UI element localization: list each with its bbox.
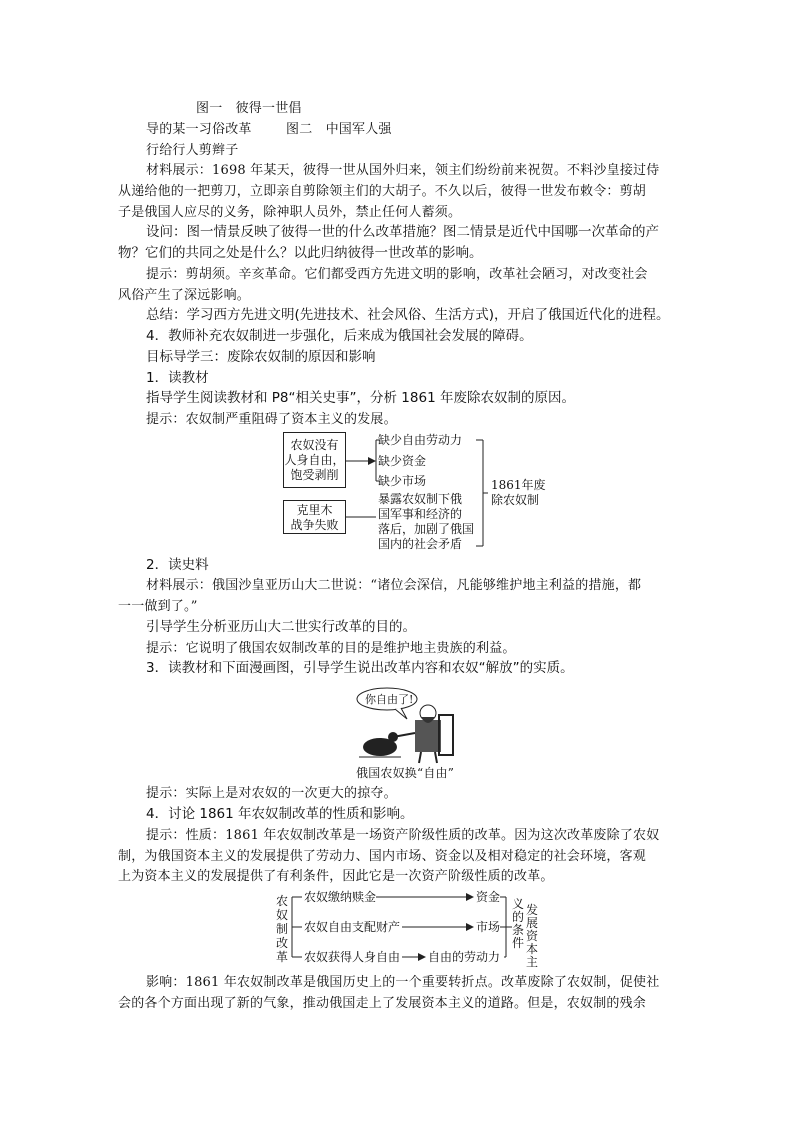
box-a-line-3: 饱受剥削 [290,468,339,482]
box-a-line-2: 人身自由， [284,453,345,467]
read-2-title: 2．读史料 [146,557,209,573]
nature-hint-2: 制，为俄国资本主义的发展提供了劳动力、国内市场、资金以及相对稳定的社会环境，客观 [118,849,647,864]
capitalism-conditions-col1 [526,904,538,969]
col1-char-5: 主 [526,955,539,969]
read-1-hint: 提示：农奴制严重阻碍了资本主义的发展。 [146,412,397,427]
market-label: 市场 [476,920,501,934]
col2-char-1: 义 [512,897,525,911]
material-1-line-3: 子是俄国人应尽的义务，除神职人员外，禁止任何人蓄须。 [118,205,462,220]
war-line-1: 暴露农奴制下俄 [378,492,463,506]
war-line-3: 落后，加剧了俄国 [378,522,475,536]
ransom-payment: 农奴缴纳赎金 [304,890,377,904]
left-char-4: 改 [276,936,289,950]
box-b-line-1: 克里木 [296,503,333,517]
war-line-4: 国内的社会矛盾 [378,537,463,551]
figure-caption-2b: 图二 中国军人强 [286,122,392,137]
personal-freedom: 农奴获得人身自由 [304,950,401,964]
war-line-2: 国军事和经济的 [378,507,463,521]
read-1-title: 1．读教材 [146,370,209,386]
figure-caption-1: 图一 彼得一世倡 [196,101,302,116]
nature-hint-1: 提示：性质：1861 年农奴制改革是一场资产阶级性质的改革。因为这次改革废除了农奴 [146,828,660,843]
discussion-title: 4．讨论 1861 年农奴制改革的性质和影响。 [146,806,414,822]
teacher-supplement: 4．教师补充农奴制进一步强化，后来成为俄国社会发展的障碍。 [146,328,533,344]
read-3-title: 3．读教材和下面漫画图，引导学生说出改革内容和农奴“解放”的实质。 [146,660,574,676]
col1-char-2: 展 [526,916,539,930]
cartoon-bubble-text: 你自由了! [365,693,414,706]
summary-line: 总结：学习西方先进文明(先进技术、社会风俗、生活方式)，开启了俄国近代化的进程。 [146,307,670,323]
col2-char-2: 的 [512,910,525,924]
hint-1-line-2: 风俗产生了深远影响。 [118,288,251,303]
question-1-line-2: 物？它们的共同之处是什么？以此归纳彼得一世改革的影响。 [118,245,483,261]
col1-char-1: 发 [526,903,539,917]
hint-1-line-1: 提示：剪胡须。辛亥革命。它们都受西方先进文明的影响，改革社会陋习，对改变社会 [146,267,648,282]
goal-3-heading: 目标导学三：废除农奴制的原因和影响 [146,349,376,365]
left-char-3: 制 [276,922,289,936]
read-2-material-1: 材料展示：俄国沙皇亚历山大二世说：“诸位会深信，凡能够维护地主利益的措施，都 [146,578,642,593]
left-char-1: 农 [276,894,289,908]
read-2-material-2: 一一做到了。” [118,599,198,614]
read-1-text: 指导学生阅读教材和 P8“相关史事”，分析 1861 年废除农奴制的原因。 [146,390,575,406]
read-3-hint: 提示：实际上是对农奴的一次更大的掠夺。 [146,786,397,801]
impact-line-2: 会的各个方面出现了新的气象，推动俄国走上了发展资本主义的道路。但是，农奴制的残余 [118,996,647,1011]
result-line-2: 除农奴制 [491,493,540,507]
col2-char-3: 条 [512,923,525,937]
result-line-1: 1861年废 [491,478,546,492]
col2-char-4: 件 [512,936,525,950]
box-b-line-2: 战争失败 [290,518,339,532]
figure-caption-2a: 导的某一习俗改革 [146,122,252,137]
lack-capital: 缺少资金 [378,454,427,468]
question-1-line-1: 设问：图一情景反映了彼得一世的什么改革措施？图二情景是近代中国哪一次革命的产 [146,224,659,240]
capitalism-conditions-col2 [512,898,524,950]
material-1-line-2: 从递给他的一把剪刀，立即亲自剪除领主们的大胡子。不久以后，彼得一世发布敕令：剪胡 [118,184,647,199]
impact-line-1: 影响：1861 年农奴制改革是俄国历史上的一个重要转折点。改革废除了农奴制，促使社 [146,975,660,990]
figure-caption-3: 行给行人剪辫子 [146,143,239,158]
lack-market: 缺少市场 [378,474,427,488]
read-2-hint: 提示：它说明了俄国农奴制改革的目的是维护地主贵族的利益。 [146,641,516,656]
read-2-guide: 引导学生分析亚历山大二世实行改革的目的。 [146,619,416,635]
box-a-line-1: 农奴没有 [290,438,339,452]
col1-char-3: 资 [526,929,539,943]
lack-free-labor: 缺少自由劳动力 [378,433,463,447]
free-labor-label: 自由的劳动力 [428,950,501,964]
reform-left-label [276,894,288,964]
nature-hint-3: 上为资本主义的发展提供了有利条件，因此它是一次资产阶级性质的改革。 [118,869,554,884]
col1-char-4: 本 [526,942,539,956]
material-1-line-1: 材料展示：1698 年某天，彼得一世从国外归来，领主们纷纷前来祝贺。不料沙皇接过侍 [146,163,660,178]
cartoon-caption: 俄国农奴换“自由” [356,766,455,780]
property-freedom: 农奴自由支配财产 [304,920,401,934]
left-char-2: 奴 [276,908,289,922]
capital-label: 资金 [476,890,501,904]
left-char-5: 革 [276,950,289,964]
